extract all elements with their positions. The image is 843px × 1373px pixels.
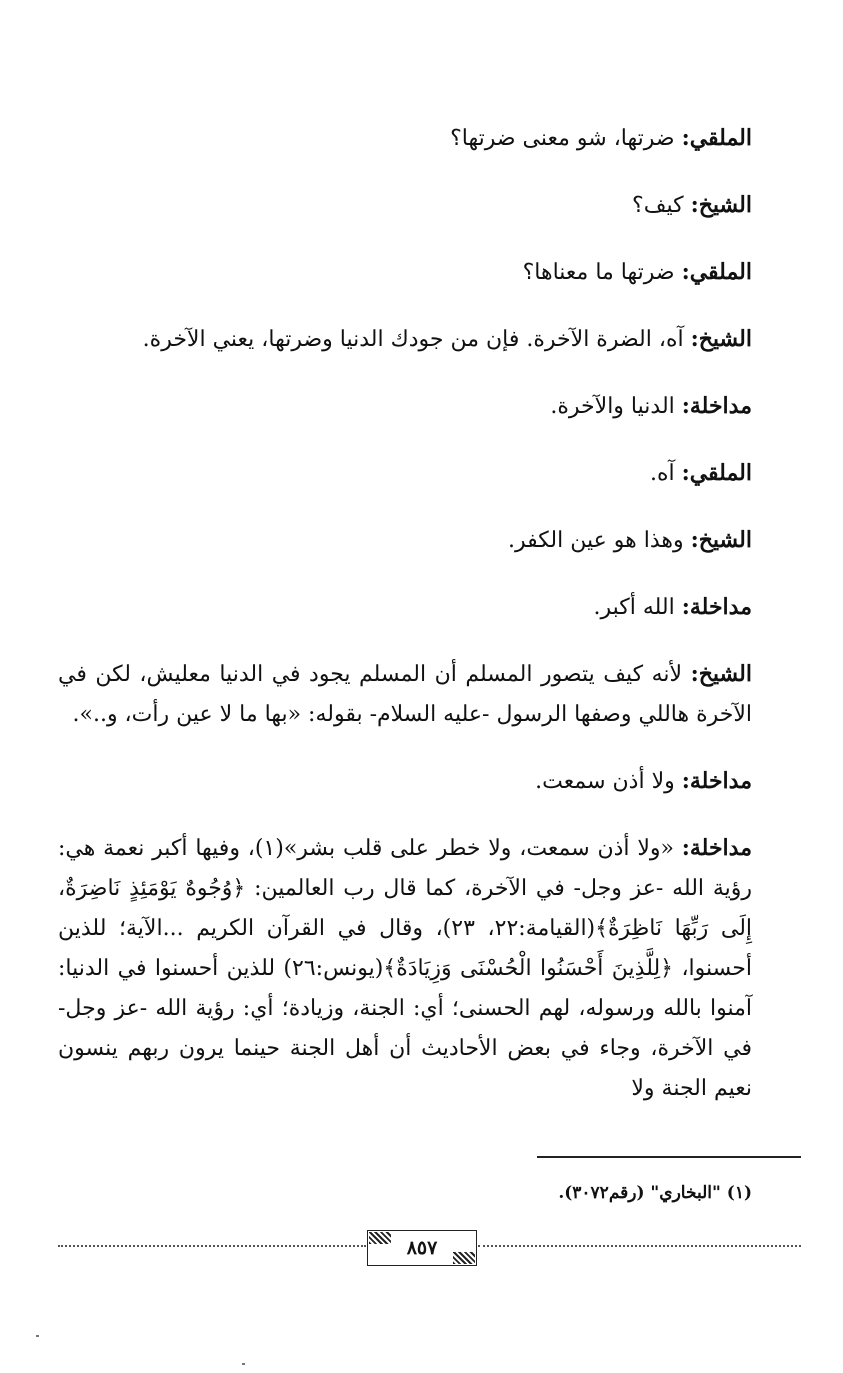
dialogue-turn bbox=[58, 185, 752, 226]
speech-text: «ولا أذن سمعت، ولا خطر على قلب بشر»(١)، وفيها أكبر نعمة هي: رؤية الله -عز وجل- في الآخرة، كما قال رب العالمين: ﴿وُجُوهٌ يَوْمَئِذٍ نَاضِرَةٌ، إِلَى رَبِّهَا نَاظِرَةٌ﴾(القيامة:٢٢، ٢٣)، وقال في القرآن الكريم ...الآية؛ للذين أحسنوا، ﴿لِلَّذِينَ أَحْسَنُوا الْحُسْنَى وَزِيَادَةٌ﴾(يونس:٢٦) للذين أحسنوا في الدنيا: آمنوا بالله ورسوله، لهم الحسنى؛ أي: الجنة، وزيادة؛ أي: رؤية الله -عز وجل- في الآخرة، وجاء في بعض الأحاديث أن أهل الجنة حينما يرون ربهم ينسون نعيم الجنة ولا bbox=[58, 836, 753, 1101]
speech-text: آه، الضرة الآخرة. فإن من جودك الدنيا وضرتها، يعني الآخرة. bbox=[142, 327, 691, 352]
speech-text: ولا أذن سمعت. bbox=[535, 769, 682, 794]
footer-dotted-line-left bbox=[58, 1245, 366, 1247]
speaker-label: الشيخ: bbox=[690, 661, 752, 687]
document-body bbox=[58, 118, 752, 1109]
dialogue-turn bbox=[58, 520, 752, 561]
speaker-label: مداخلة: bbox=[681, 393, 752, 419]
speech-text: لأنه كيف يتصور المسلم أن المسلم يجود في الدنيا معليش، لكن في الآخرة هاللي وصفها الرسول -عليه السلام- بقوله: «بها ما لا عين رأت، و..». bbox=[58, 662, 752, 727]
speech-text: كيف؟ bbox=[632, 193, 691, 218]
speaker-label: مداخلة: bbox=[681, 835, 752, 861]
speaker-label: الشيخ: bbox=[690, 326, 752, 352]
dialogue-turn bbox=[58, 761, 752, 802]
scan-speck bbox=[36, 1335, 39, 1337]
footer-dotted-line-right bbox=[478, 1245, 801, 1247]
scan-speck bbox=[242, 1363, 245, 1365]
speech-text: الدنيا والآخرة. bbox=[550, 394, 682, 419]
speaker-label: الملقي: bbox=[681, 125, 752, 151]
footnote: (١) "البخاري" (رقم٣٠٧٢). bbox=[558, 1183, 752, 1203]
speaker-label: الملقي: bbox=[681, 259, 752, 285]
dialogue-turn bbox=[58, 386, 752, 427]
dialogue-turn bbox=[58, 587, 752, 628]
speech-text: ضرتها، شو معنى ضرتها؟ bbox=[450, 126, 682, 151]
speaker-label: الشيخ: bbox=[690, 527, 752, 553]
speaker-label: مداخلة: bbox=[681, 768, 752, 794]
dialogue-turn bbox=[58, 319, 752, 360]
ornament-icon bbox=[453, 1252, 475, 1264]
speech-text: وهذا هو عين الكفر. bbox=[508, 528, 691, 553]
dialogue-turn bbox=[58, 654, 752, 735]
dialogue-turn bbox=[58, 118, 752, 159]
dialogue-turn bbox=[58, 828, 752, 1109]
speaker-label: الملقي: bbox=[681, 460, 752, 486]
speaker-label: مداخلة: bbox=[681, 594, 752, 620]
footnote-divider bbox=[537, 1156, 801, 1158]
speaker-label: الشيخ: bbox=[690, 192, 752, 218]
ornament-icon bbox=[369, 1232, 391, 1244]
dialogue-turn bbox=[58, 453, 752, 494]
speech-text: الله أكبر. bbox=[593, 595, 682, 620]
page-number: ٨٥٧ bbox=[406, 1237, 438, 1259]
dialogue-turn bbox=[58, 252, 752, 293]
speech-text: ضرتها ما معناها؟ bbox=[522, 260, 682, 285]
speech-text: آه. bbox=[649, 461, 682, 486]
